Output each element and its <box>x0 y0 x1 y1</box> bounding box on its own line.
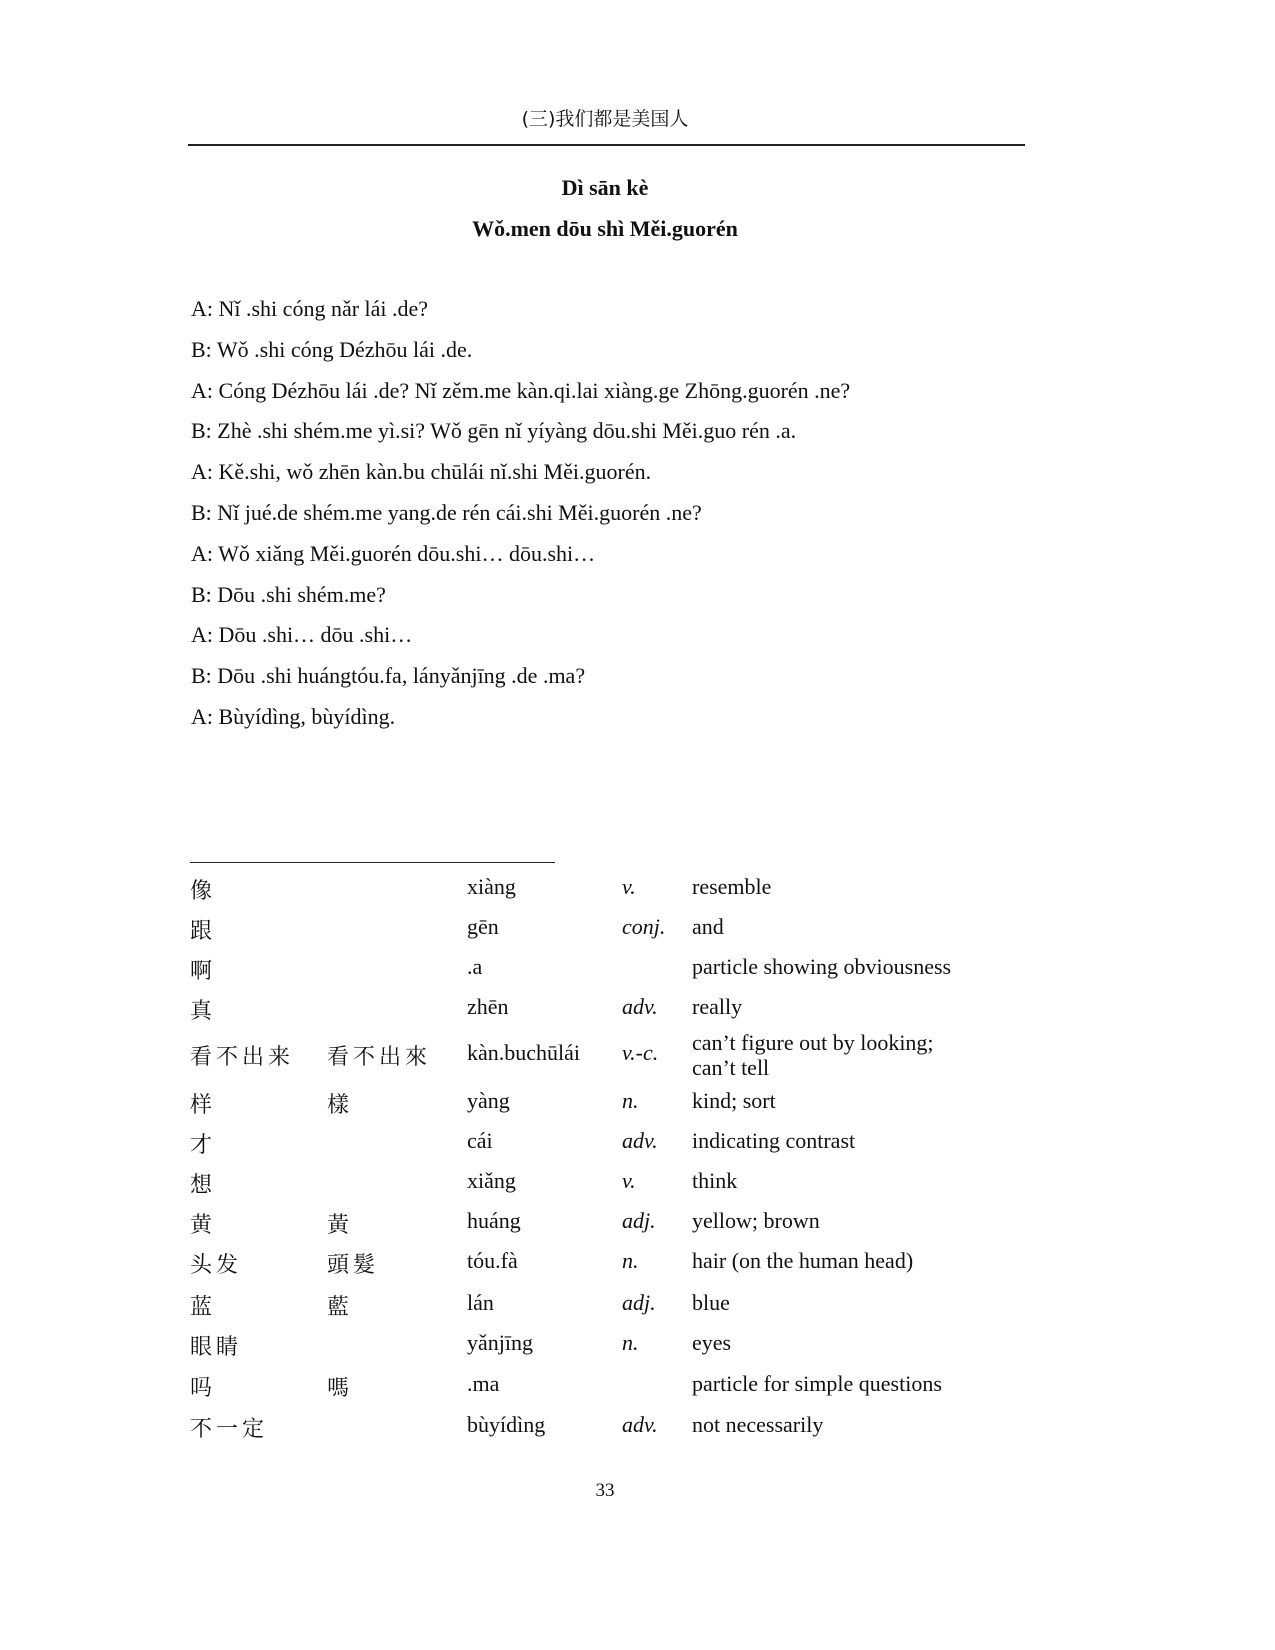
header-rule <box>188 144 1025 146</box>
traditional-char: 樣 <box>327 1093 354 1118</box>
pinyin: xiàng <box>467 874 516 899</box>
simplified-char: 跟 <box>190 919 217 944</box>
simplified-char: 真 <box>190 999 217 1024</box>
definition: eyes <box>692 1330 732 1355</box>
part-of-speech: v. <box>622 874 636 899</box>
definition: not necessarily <box>692 1412 824 1437</box>
traditional-char: 頭髮 <box>327 1253 380 1278</box>
pinyin: .a <box>467 954 483 979</box>
simplified-char: 像 <box>190 879 217 904</box>
pinyin: lán <box>467 1290 494 1315</box>
traditional-char: 看不出來 <box>327 1045 432 1070</box>
pinyin: yàng <box>467 1088 510 1113</box>
simplified-char: 蓝 <box>190 1295 217 1320</box>
dialogue-line: B: Wǒ .shi cóng Dézhōu lái .de. <box>191 336 473 362</box>
dialogue-line: B: Zhè .shi shém.me yì.si? Wǒ gēn nǐ yíyàng dōu.shi Měi.guo rén .a. <box>191 418 797 444</box>
simplified-char: 头发 <box>190 1253 243 1278</box>
definition: can’t figure out by looking; can’t tell <box>692 1030 934 1080</box>
simplified-char: 不一定 <box>190 1417 269 1442</box>
pinyin: zhēn <box>467 994 509 1019</box>
dialogue-line: A: Nǐ .shi cóng nǎr lái .de? <box>191 296 429 321</box>
simplified-char: 眼睛 <box>190 1335 243 1360</box>
pinyin: bùyídìng <box>467 1412 546 1437</box>
vocabulary-rule <box>190 862 555 863</box>
pinyin: .ma <box>467 1371 500 1396</box>
part-of-speech: adv. <box>622 1128 658 1153</box>
definition: resemble <box>692 874 772 899</box>
definition: indicating contrast <box>692 1128 856 1153</box>
definition: really <box>692 994 743 1019</box>
simplified-char: 啊 <box>190 959 217 984</box>
lesson-title: Wǒ.men dōu shì Měi.guorén <box>472 216 738 241</box>
traditional-char: 藍 <box>327 1295 354 1320</box>
simplified-char: 吗 <box>190 1376 217 1401</box>
simplified-char: 黄 <box>190 1213 217 1238</box>
definition: and <box>692 914 724 939</box>
definition: particle for simple questions <box>692 1371 942 1396</box>
page-number: 33 <box>595 1480 615 1501</box>
dialogue-line: A: Dōu .shi… dōu .shi… <box>191 622 413 648</box>
part-of-speech: adv. <box>622 1412 658 1437</box>
pinyin: xiǎng <box>467 1168 516 1193</box>
part-of-speech: v. <box>622 1168 636 1193</box>
lesson-number: Dì sān kè <box>561 175 649 200</box>
traditional-char: 嗎 <box>327 1376 354 1401</box>
dialogue-line: B: Dōu .shi shém.me? <box>191 581 386 607</box>
dialogue-line: A: Cóng Dézhōu lái .de? Nǐ zěm.me kàn.qi.lai xiàng.ge Zhōng.guorén .ne? <box>191 377 851 403</box>
part-of-speech: adv. <box>622 994 658 1019</box>
part-of-speech: conj. <box>622 914 666 939</box>
definition: yellow; brown <box>692 1208 820 1233</box>
dialogue-line: A: Wǒ xiǎng Měi.guorén dōu.shi… dōu.shi… <box>191 540 596 566</box>
dialogue-line: B: Dōu .shi huángtóu.fa, lányǎnjīng .de .ma? <box>191 663 586 689</box>
definition: particle showing obviousness <box>692 954 952 979</box>
traditional-char: 黃 <box>327 1213 354 1238</box>
part-of-speech: adj. <box>622 1290 656 1315</box>
simplified-char: 想 <box>190 1173 217 1198</box>
part-of-speech: n. <box>622 1330 639 1355</box>
pinyin: tóu.fà <box>467 1248 518 1273</box>
pinyin: cái <box>467 1128 493 1153</box>
part-of-speech: adj. <box>622 1208 656 1233</box>
definition: hair (on the human head) <box>692 1248 914 1273</box>
part-of-speech: n. <box>622 1088 639 1113</box>
dialogue-line: A: Bùyídìng, bùyídìng. <box>191 704 396 729</box>
simplified-char: 样 <box>190 1093 217 1118</box>
definition: think <box>692 1168 738 1193</box>
definition: kind; sort <box>692 1088 776 1113</box>
dialogue-line: A: Kě.shi, wǒ zhēn kàn.bu chūlái nǐ.shi Měi.guorén. <box>191 459 652 485</box>
simplified-char: 才 <box>190 1133 217 1158</box>
running-head: (三)我们都是美国人 <box>521 108 689 130</box>
dialogue-line: B: Nǐ jué.de shém.me yang.de rén cái.shi Měi.guorén .ne? <box>191 500 702 525</box>
part-of-speech: n. <box>622 1248 639 1273</box>
definition: blue <box>692 1290 730 1315</box>
pinyin: yǎnjīng <box>467 1330 533 1355</box>
simplified-char: 看不出来 <box>190 1045 295 1070</box>
pinyin: huáng <box>467 1208 521 1233</box>
part-of-speech: v.-c. <box>622 1040 659 1065</box>
pinyin: kàn.buchūlái <box>467 1040 581 1065</box>
pinyin: gēn <box>467 914 499 939</box>
